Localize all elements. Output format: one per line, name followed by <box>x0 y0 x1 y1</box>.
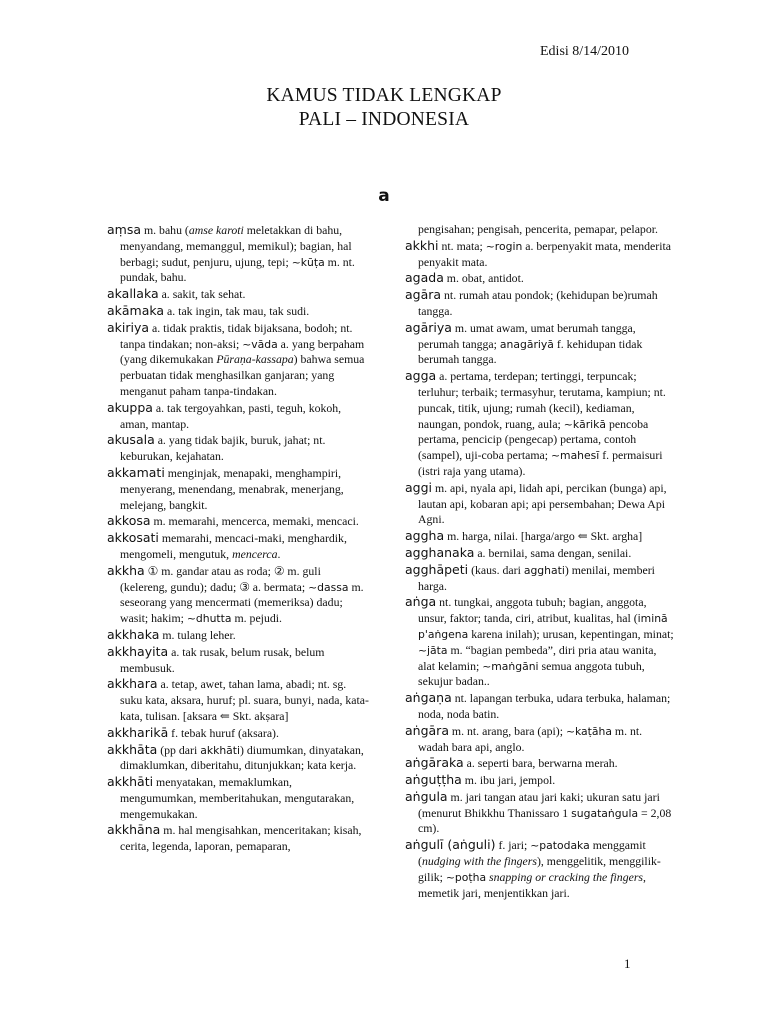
pali-term: anagāriyā <box>499 337 554 351</box>
headword: aṅguṭṭha <box>405 772 462 788</box>
definition-text: f. permaisuri (istri raja yang utama). <box>418 448 663 478</box>
definition-text: m. jari tangan atau jari kaki; ukuran satu jari (menurut Bhikkhu Thanissaro 1 <box>418 789 660 820</box>
dictionary-entry <box>107 822 369 855</box>
headword: akkhi <box>405 237 439 253</box>
definition-text: m. nt. arang, bara (api); <box>448 723 566 738</box>
headword: akkharikā <box>107 724 169 740</box>
dictionary-entry <box>405 528 675 545</box>
definition-text: a. yang tidak bajik, buruk, jahat; nt. keburukan, kejahatan. <box>120 433 326 464</box>
definition-text: m. nt. pundak, bahu. <box>120 254 355 285</box>
dictionary-entry <box>405 270 675 287</box>
headword: aṅgāra <box>405 722 449 738</box>
definition-text: ), menggelitik, menggilik-gilik; <box>418 854 661 884</box>
pali-term: ~vāda <box>242 337 278 351</box>
definition-text: m. api, nyala api, lidah api, percikan (bunga) api, lautan api, kobaran api; api persembahan; Dewa Api Agni. <box>418 480 667 527</box>
dictionary-entry <box>405 320 675 368</box>
dictionary-entry <box>107 725 369 742</box>
dictionary-entry <box>107 644 369 677</box>
pali-term: ~poṭha <box>445 870 487 884</box>
dictionary-entry <box>107 303 369 320</box>
definition-text: a. berpenyakit mata, menderita penyakit mata. <box>418 238 672 269</box>
headword: aṅga <box>405 594 437 610</box>
dictionary-entry <box>107 676 369 724</box>
italic-text: mencerca <box>232 546 278 561</box>
definition-text: karena inilah); urusan, kepentingan, minat; <box>468 626 674 641</box>
definition-text: meletakkan di bahu, menyandang, memanggul, memikul); bagian, hal berbagi; sudut, penjuru, ujung, tepi; <box>120 223 352 269</box>
definition-text: menyatakan, memaklumkan, mengumumkan, memberitahukan, mengutarakan, mengemukakan. <box>120 775 355 821</box>
dictionary-entry <box>107 465 369 513</box>
definition-text: ① m. gandar atau as roda; ② m. guli (kelereng, gundu); dadu; ③ a. bermata; <box>120 563 321 594</box>
definition-text: . <box>277 546 281 561</box>
section-letter: a <box>378 186 390 206</box>
headword: agada <box>405 270 444 286</box>
headword: akkhāna <box>107 822 161 838</box>
definition-text: m. seseorang yang mencermati (memeriksa) dadu; wasit; hakim; <box>120 579 364 626</box>
definition-text: f. jari; <box>495 838 531 853</box>
dictionary-entry <box>405 723 675 756</box>
headword: akkhara <box>107 676 158 692</box>
definition-text: nt. mata; <box>438 238 486 253</box>
pali-term: ~maṅgāni <box>482 659 539 673</box>
left-column <box>107 222 369 855</box>
definition-text: pengisahan; pengisah, pencerita, pemapar, pelapor. <box>418 222 658 236</box>
definition-text: m. umat awam, umat berumah tangga, perumah tangga; <box>418 320 636 351</box>
headword: aṅgula <box>405 788 448 804</box>
dictionary-entry <box>405 772 675 789</box>
pali-term: iminā p'aṅgena <box>418 612 668 641</box>
headword: aggi <box>405 479 433 495</box>
definition-text: ) menilai, memberi harga. <box>418 562 655 593</box>
definition-text: semua anggota tubuh, sekujur badan.. <box>418 658 645 689</box>
headword: akkhaka <box>107 626 160 642</box>
dictionary-entry <box>405 789 675 837</box>
definition-text: a. tak tergoyahkan, pasti, teguh, kokoh, aman, mantap. <box>120 400 342 431</box>
definition-text: ) diumumkan, dinyatakan, dimaklumkan, diberitahu, ditunjukkan; kata kerja. <box>120 742 364 773</box>
dictionary-entry <box>405 562 675 595</box>
headword: akuppa <box>107 399 153 415</box>
dictionary-entry <box>107 320 369 400</box>
pali-term: ~kaṭāha <box>565 724 612 738</box>
headword: akusala <box>107 432 155 448</box>
definition-text: m. tulang leher. <box>159 627 236 642</box>
headword: aṅgaṇa <box>405 690 452 706</box>
definition-text: (pp dari <box>157 742 201 757</box>
pali-term: ~rogin <box>485 239 523 253</box>
pali-term: ~jāta <box>418 643 448 657</box>
pali-term: akkhāti <box>200 743 241 757</box>
dictionary-entry <box>107 530 369 563</box>
definition-text: m. obat, antidot. <box>443 271 524 286</box>
definition-text: nt. rumah atau pondok; (kehidupan be)rumah tangga. <box>418 288 658 318</box>
pali-term: ~mahesī <box>551 449 600 463</box>
dictionary-entry <box>405 690 675 723</box>
dictionary-entry <box>107 627 369 644</box>
definition-text: a. tidak praktis, tidak bijaksana, bodoh; nt. tanpa tindakan; non-aksi; <box>120 320 353 351</box>
pali-term: agghati <box>523 563 565 577</box>
dictionary-entry <box>405 287 675 320</box>
entry-continuation <box>405 222 675 238</box>
dictionary-entry <box>107 563 369 627</box>
title-line-1: KAMUS TIDAK LENGKAP <box>266 85 502 106</box>
headword: akiriya <box>107 319 150 335</box>
italic-text: Pūraṇa-kassapa <box>216 352 294 367</box>
headword: aṅgulī (aṅguli) <box>405 837 496 853</box>
pali-term: sugataṅgula <box>571 806 639 820</box>
pali-term: ~patodaka <box>530 839 590 853</box>
definition-text: a. tak ingin, tak mau, tak sudi. <box>164 303 310 318</box>
title-line-2: PALI – INDONESIA <box>298 109 470 130</box>
headword: aggha <box>405 528 445 544</box>
definition-text: m. hal mengisahkan, menceritakan; kisah, cerita, legenda, laporan, pemaparan, <box>120 823 362 854</box>
dictionary-entry <box>405 594 675 690</box>
definition-text: , memetik jari, menjentikkan jari. <box>418 869 646 900</box>
definition-text: m. ibu jari, jempol. <box>461 773 556 788</box>
definition-text: m. nt. wadah bara api, anglo. <box>418 723 643 754</box>
definition-text: a. bernilai, sama dengan, senilai. <box>474 545 632 560</box>
italic-text: amse karoti <box>188 223 244 237</box>
dictionary-entry <box>405 755 675 772</box>
headword: agga <box>405 368 437 384</box>
definition-text: m. “bagian pembeda”, diri pria atau wanita, alat kelamin; <box>418 642 657 673</box>
definition-text: a. seperti bara, berwarna merah. <box>463 756 618 771</box>
dictionary-entry <box>107 513 369 530</box>
definition-text: pencoba pertama, pencicip (pengecap) pertama, contoh (sampel), uji-coba pertama; <box>418 416 649 463</box>
headword: akkosati <box>107 530 159 546</box>
dictionary-entry <box>405 545 675 562</box>
headword: akkha <box>107 562 145 578</box>
dictionary-entry <box>405 238 675 271</box>
dictionary-entry <box>405 368 675 480</box>
headword: agāra <box>405 287 442 303</box>
definition-text: memarahi, mencaci-maki, menghardik, mengomeli, mengutuk, <box>120 531 347 561</box>
dictionary-entry <box>107 742 369 775</box>
dictionary-entry <box>107 774 369 822</box>
definition-text: m. bahu ( <box>141 223 189 237</box>
headword: aṅgāraka <box>405 755 464 771</box>
definition-text: a. pertama, terdepan; tertinggi, terpuncak; terluhur; terbaik; termasyhur, terutama, kampiun; nt. puncak, titik, ujung; rumah (kecil), kediaman, naungan, pondok, ruang, aula; <box>418 369 666 431</box>
definition-text: m. memarahi, mencerca, memaki, mencaci. <box>150 514 359 529</box>
definition-text: m. pejudi. <box>231 611 282 626</box>
right-column <box>405 222 675 901</box>
italic-text: snapping or cracking the fingers <box>489 869 644 884</box>
dictionary-entry <box>405 837 675 901</box>
definition-text: nt. tungkai, anggota tubuh; bagian, anggota, unsur, faktor; tanda, ciri, atribut, kualitas, hal ( <box>418 595 647 626</box>
page-title <box>0 84 768 132</box>
definition-text: (kaus. dari <box>468 562 524 577</box>
pali-term: ~kūṭa <box>291 255 325 269</box>
definition-text: menggamit ( <box>418 838 646 869</box>
definition-text: a. tetap, awet, tahan lama, abadi; nt. sg. suku kata, aksara, huruf; pl. suara, bunyi, nada, kata-kata, tulisan. [aksara ⇐ Skt. akṣara] <box>120 677 369 723</box>
definition-text: a. tak rusak, belum rusak, belum membusuk. <box>120 644 325 675</box>
definition-text: ) bahwa semua perbuatan tidak menghasilkan ganjaran; yang menganut paham tanpa-tindakan. <box>120 352 365 398</box>
headword: akkamati <box>107 464 165 480</box>
dictionary-entry <box>107 286 369 303</box>
headword: akkhayita <box>107 643 169 659</box>
headword: akkhāti <box>107 774 154 790</box>
pali-term: ~dhutta <box>186 612 232 626</box>
edition-date: Edisi 8/14/2010 <box>540 44 630 59</box>
dictionary-entry <box>107 400 369 433</box>
headword: agghanaka <box>405 544 475 560</box>
headword: akāmaka <box>107 302 165 318</box>
definition-text: a. yang berpaham (yang dikemukakan <box>120 336 365 367</box>
headword: agghāpeti <box>405 561 469 577</box>
headword: aṃsa <box>107 222 142 237</box>
definition-text: f. tebak huruf (aksara). <box>168 725 279 740</box>
italic-text: nudging with the fingers <box>421 854 537 869</box>
dictionary-entry <box>107 432 369 465</box>
pali-term: ~kārikā <box>563 417 607 431</box>
pali-term: ~dassa <box>308 580 349 594</box>
dictionary-entry <box>405 480 675 528</box>
headword: akallaka <box>107 286 159 302</box>
definition-text: nt. lapangan terbuka, udara terbuka, halaman; noda, noda batin. <box>418 691 671 721</box>
headword: agāriya <box>405 319 452 335</box>
definition-text: a. sakit, tak sehat. <box>158 287 246 302</box>
page-number: 1 <box>624 956 631 971</box>
definition-text: = 2,08 cm). <box>418 805 672 836</box>
dictionary-entry <box>107 222 369 286</box>
definition-text: m. harga, nilai. [harga/argo ⇐ Skt. argha] <box>444 529 643 544</box>
definition-text: menginjak, menapaki, menghampiri, menyerang, menendang, menabrak, menerjang, melejang, bangkit. <box>120 465 344 512</box>
headword: akkhāta <box>107 741 158 757</box>
definition-text: f. kehidupan tidak berumah tangga. <box>418 336 643 367</box>
headword: akkosa <box>107 513 151 529</box>
